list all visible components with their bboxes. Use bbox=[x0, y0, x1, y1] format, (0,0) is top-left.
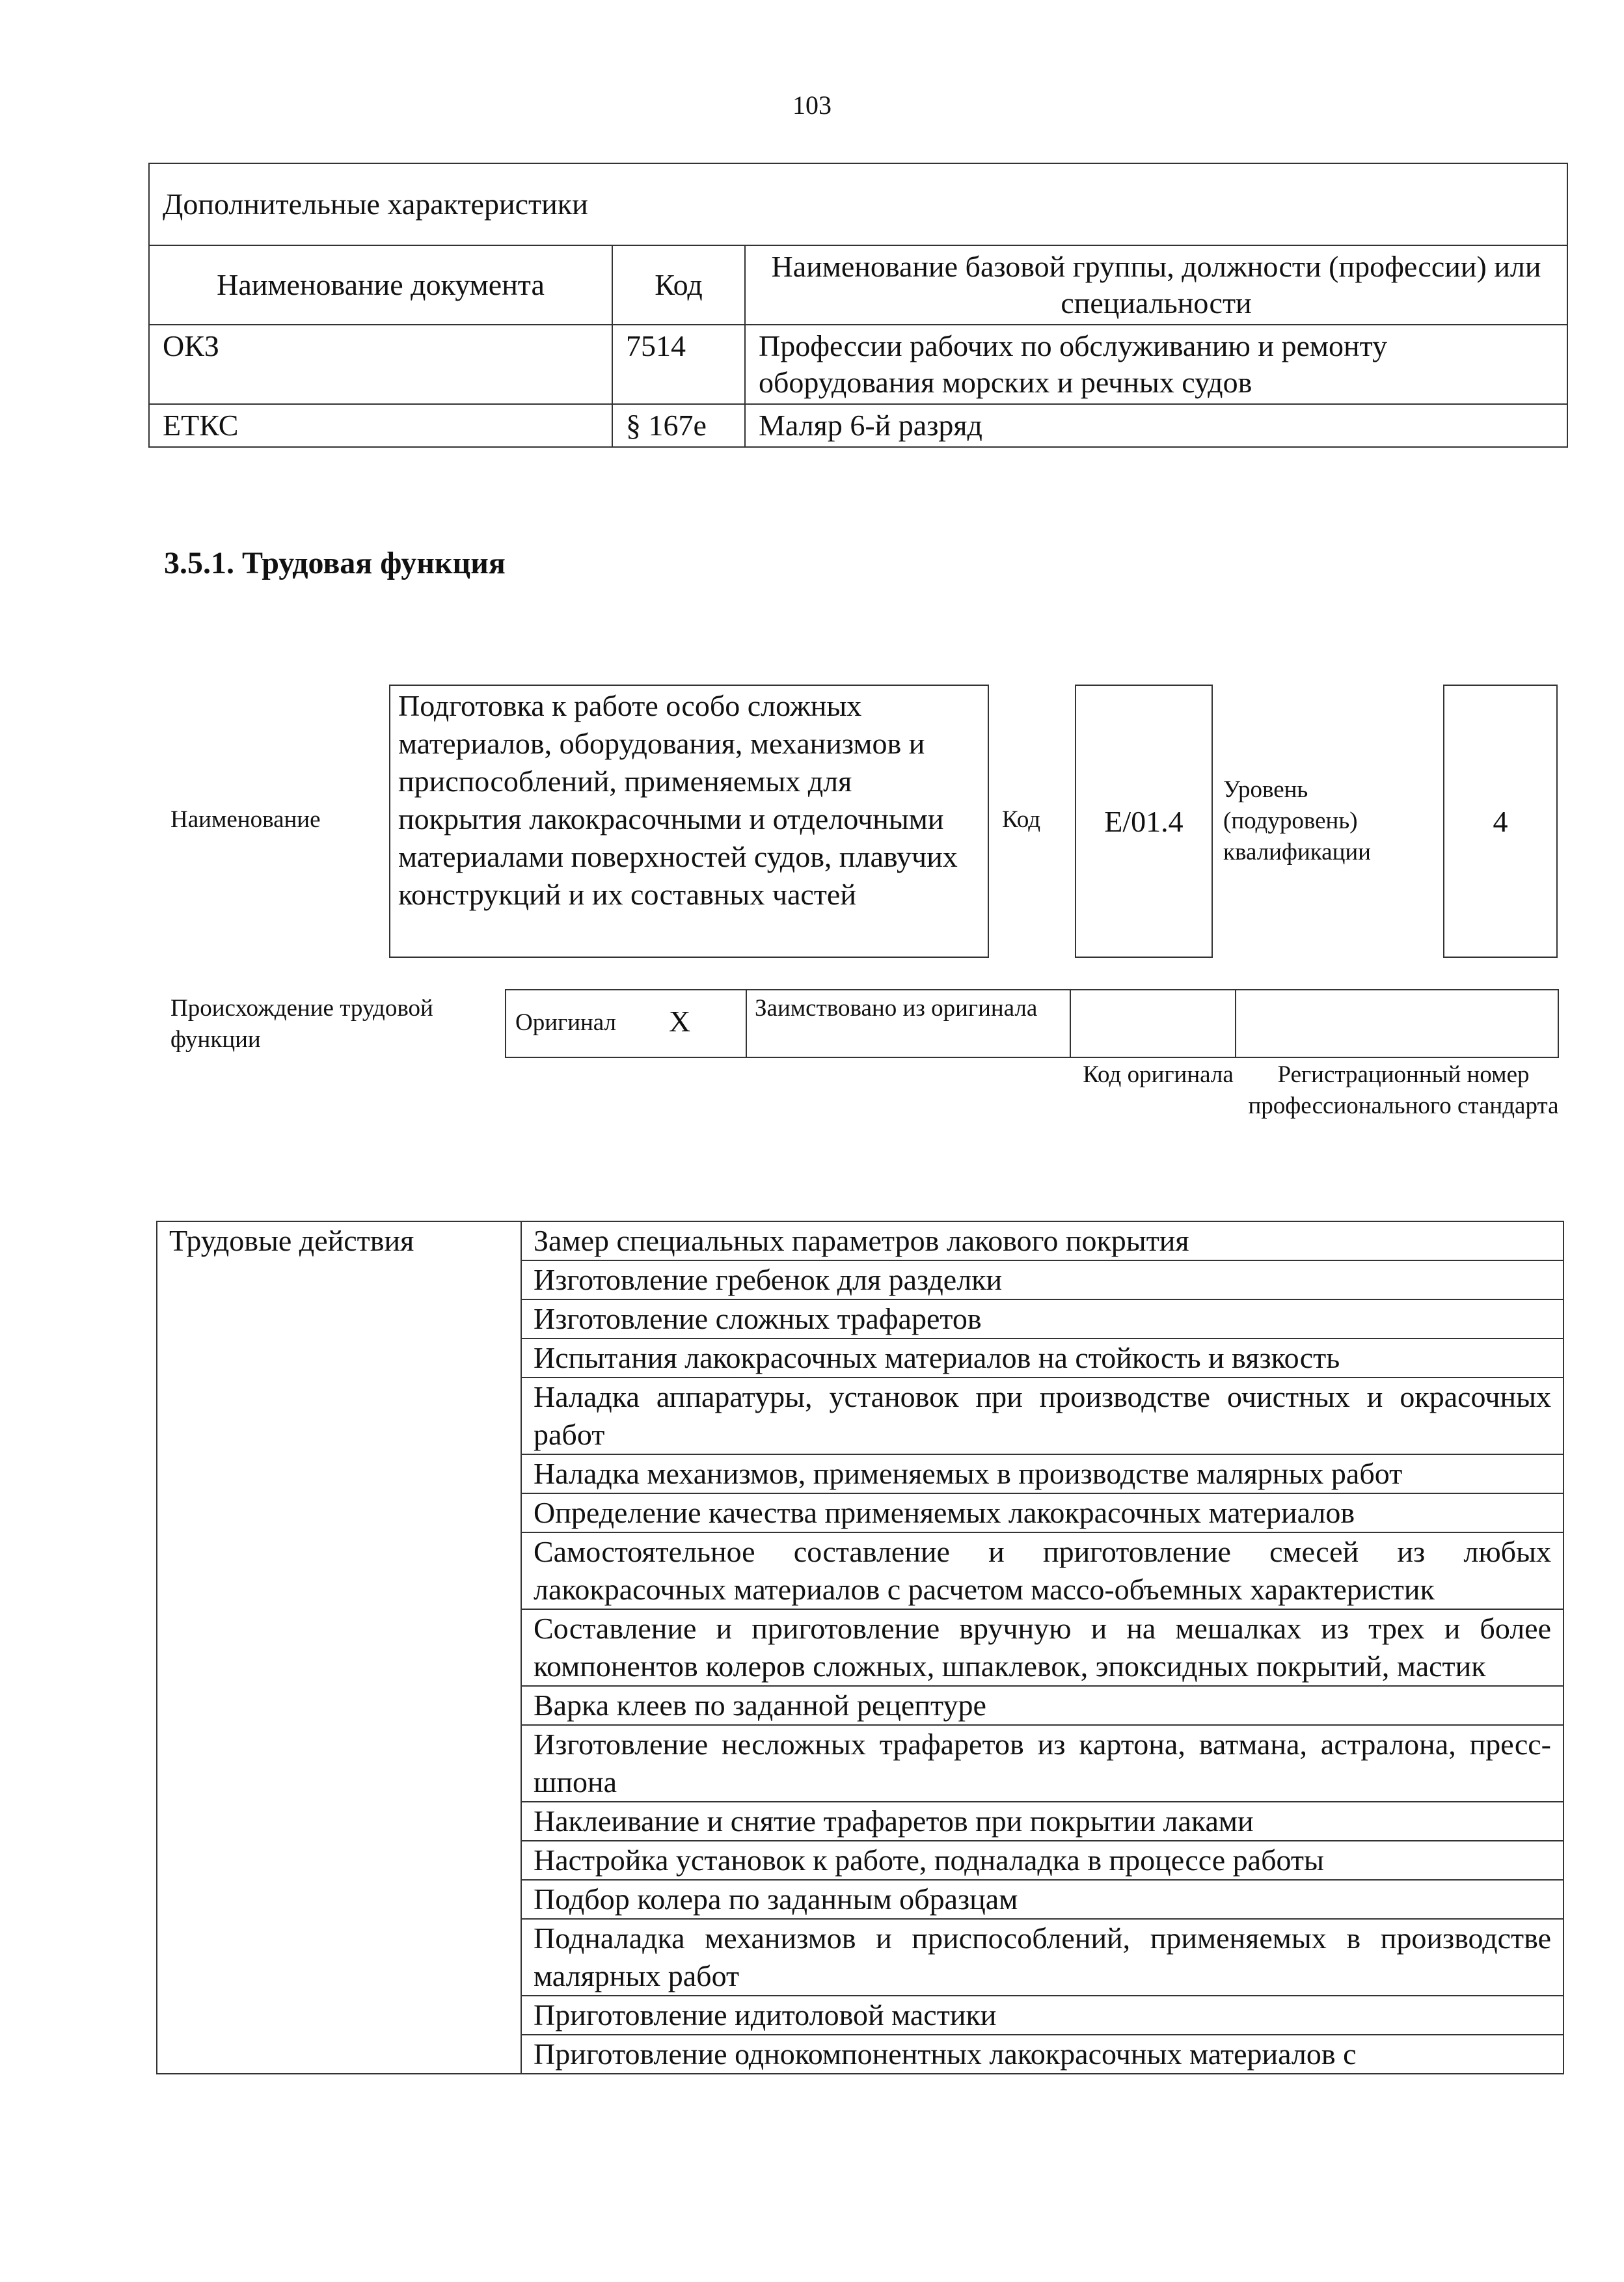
action-item: Определение качества применяемых лакокрасочных материалов bbox=[521, 1493, 1563, 1532]
action-item: Самостоятельное составление и приготовление смесей из любых лакокрасочных материалов с расчетом массо-объемных характеристик bbox=[521, 1532, 1563, 1609]
section-title: 3.5.1. Трудовая функция bbox=[164, 546, 506, 580]
action-item: Изготовление несложных трафаретов из картона, ватмана, астралона, пресс-шпона bbox=[521, 1725, 1563, 1802]
action-item: Наладка механизмов, применяемых в производстве малярных работ bbox=[521, 1454, 1563, 1493]
action-item: Испытания лакокрасочных материалов на стойкость и вязкость bbox=[521, 1338, 1563, 1378]
row-name: Профессии рабочих по обслуживанию и ремонту оборудования морских и речных судов bbox=[745, 325, 1567, 404]
row-doc: ОКЗ bbox=[149, 325, 612, 404]
action-item: Приготовление идитоловой мастики bbox=[521, 1996, 1563, 2035]
action-row bbox=[157, 1221, 1563, 1260]
qualification-level: 4 bbox=[1443, 685, 1558, 958]
row-doc: ЕТКС bbox=[149, 404, 612, 447]
additional-characteristics-table bbox=[148, 163, 1568, 448]
original-mark: X bbox=[669, 1005, 691, 1038]
action-item: Подналадка механизмов и приспособлений, применяемых в производстве малярных работ bbox=[521, 1919, 1563, 1996]
header-group-name: Наименование базовой группы, должности (профессии) или специальности bbox=[745, 245, 1567, 325]
action-item: Варка клеев по заданной рецептуре bbox=[521, 1686, 1563, 1725]
action-item: Настройка установок к работе, подналадка в процессе работы bbox=[521, 1841, 1563, 1880]
action-item: Замер специальных параметров лакового покрытия bbox=[521, 1221, 1563, 1260]
action-item: Изготовление гребенок для разделки bbox=[521, 1260, 1563, 1299]
table-row bbox=[149, 325, 1567, 404]
function-name: Подготовка к работе особо сложных материалов, оборудования, механизмов и приспособлений, применяемых для покрытия лакокрасочными и отделочными материалами поверхностей судов, плавучих конструкций и их составных частей bbox=[389, 685, 989, 958]
level-label: Уровень (подуровень) квалификации bbox=[1223, 776, 1371, 865]
action-item: Изготовление сложных трафаретов bbox=[521, 1299, 1563, 1338]
row-code: 7514 bbox=[612, 325, 745, 404]
original-label: Оригинал bbox=[515, 1009, 617, 1036]
actions-label: Трудовые действия bbox=[157, 1221, 521, 2074]
header-code: Код bbox=[612, 245, 745, 325]
origin-label: Происхождение трудовой функции bbox=[170, 995, 433, 1053]
additional-title: Дополнительные характеристики bbox=[149, 163, 1567, 245]
original-code-label: Код оригинала bbox=[1083, 1061, 1234, 1088]
borrowed-label: Заимствовано из оригинала bbox=[755, 995, 1038, 1022]
labour-actions-table bbox=[156, 1221, 1564, 2074]
action-item: Приготовление однокомпонентных лакокрасочных материалов с bbox=[521, 2035, 1563, 2074]
origin-row bbox=[505, 989, 1559, 1058]
row-name: Маляр 6-й разряд bbox=[745, 404, 1567, 447]
page-number: 103 bbox=[792, 90, 832, 120]
row-code: § 167е bbox=[612, 404, 745, 447]
header-document: Наименование документа bbox=[149, 245, 612, 325]
action-item: Наклеивание и снятие трафаретов при покрытии лаками bbox=[521, 1802, 1563, 1841]
borrowed-cell bbox=[746, 989, 1071, 1058]
original-code-cell bbox=[1070, 989, 1236, 1058]
name-label: Наименование bbox=[170, 806, 321, 833]
reg-number-cell bbox=[1235, 989, 1559, 1058]
function-code: E/01.4 bbox=[1075, 685, 1213, 958]
code-label: Код bbox=[1002, 806, 1041, 833]
action-item: Наладка аппаратуры, установок при производстве очистных и окрасочных работ bbox=[521, 1378, 1563, 1454]
action-item: Составление и приготовление вручную и на мешалках из трех и более компонентов колеров сложных, шпаклевок, эпоксидных покрытий, мастик bbox=[521, 1609, 1563, 1686]
table-row bbox=[149, 404, 1567, 447]
reg-number-label: Регистрационный номер профессионального стандарта bbox=[1248, 1061, 1559, 1119]
action-item: Подбор колера по заданным образцам bbox=[521, 1880, 1563, 1919]
original-cell bbox=[505, 989, 747, 1058]
